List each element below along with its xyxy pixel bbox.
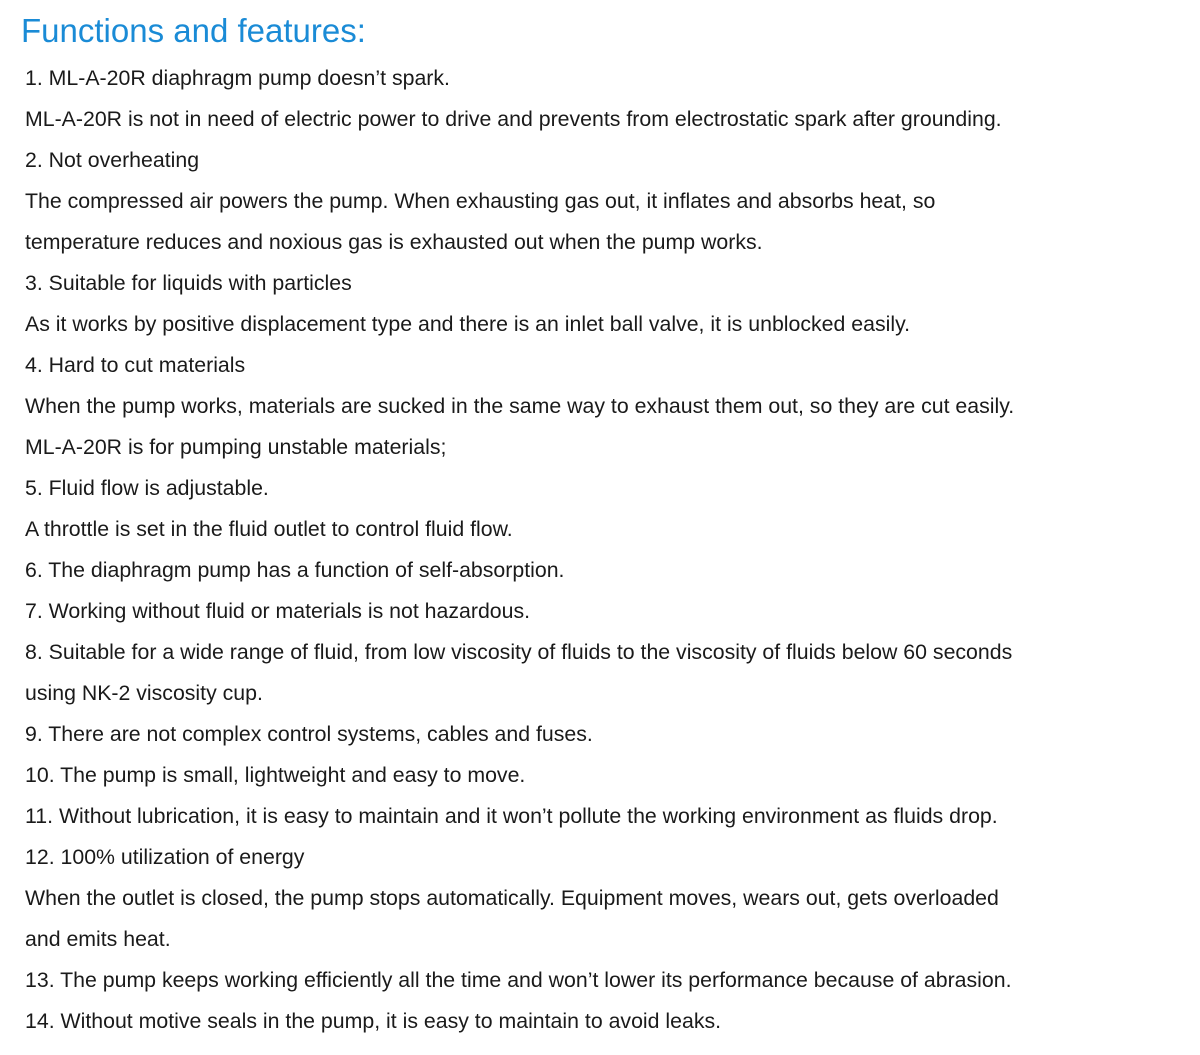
feature-4-description-line-1: When the pump works, materials are sucked in the same way to exhaust them out, so they are cut easily. <box>25 394 1015 418</box>
feature-2-description-line-2: temperature reduces and noxious gas is exhausted out when the pump works. <box>25 230 763 254</box>
feature-10-heading: 10. The pump is small, lightweight and easy to move. <box>25 763 526 787</box>
feature-1-description: ML-A-20R is not in need of electric power to drive and prevents from electrostatic spark after grounding. <box>25 107 1002 131</box>
feature-3-heading: 3. Suitable for liquids with particles <box>25 271 352 295</box>
feature-8-heading-line-2: using NK-2 viscosity cup. <box>25 681 263 705</box>
features-list <box>25 58 1195 1042</box>
feature-4-heading: 4. Hard to cut materials <box>25 353 246 377</box>
feature-9-heading: 9. There are not complex control systems, cables and fuses. <box>25 722 593 746</box>
feature-2-heading: 2. Not overheating <box>25 148 200 172</box>
feature-8-heading-line-1: 8. Suitable for a wide range of fluid, from low viscosity of fluids to the viscosity of fluids below 60 seconds <box>25 640 1013 664</box>
feature-4-description-line-2: ML-A-20R is for pumping unstable materials; <box>25 435 447 459</box>
feature-13-heading: 13. The pump keeps working efficiently all the time and won’t lower its performance because of abrasion. <box>25 968 1012 992</box>
feature-5-heading: 5. Fluid flow is adjustable. <box>25 476 269 500</box>
feature-11-heading: 11. Without lubrication, it is easy to maintain and it won’t pollute the working environment as fluids drop. <box>25 804 998 828</box>
feature-6-heading: 6. The diaphragm pump has a function of self-absorption. <box>25 558 565 582</box>
feature-2-description-line-1: The compressed air powers the pump. When exhausting gas out, it inflates and absorbs heat, so <box>25 189 936 213</box>
page-title: Functions and features: <box>21 12 366 49</box>
feature-12-heading: 12. 100% utilization of energy <box>25 845 305 869</box>
feature-1-heading: 1. ML-A-20R diaphragm pump doesn’t spark. <box>25 66 450 90</box>
feature-14-heading: 14. Without motive seals in the pump, it is easy to maintain to avoid leaks. <box>25 1009 722 1033</box>
feature-7-heading: 7. Working without fluid or materials is not hazardous. <box>25 599 531 623</box>
feature-12-description-line-1: When the outlet is closed, the pump stops automatically. Equipment moves, wears out, gets overloaded <box>25 886 999 910</box>
feature-5-description: A throttle is set in the fluid outlet to control fluid flow. <box>25 517 513 541</box>
feature-12-description-line-2: and emits heat. <box>25 927 171 951</box>
feature-3-description: As it works by positive displacement type and there is an inlet ball valve, it is unblocked easily. <box>25 312 911 336</box>
